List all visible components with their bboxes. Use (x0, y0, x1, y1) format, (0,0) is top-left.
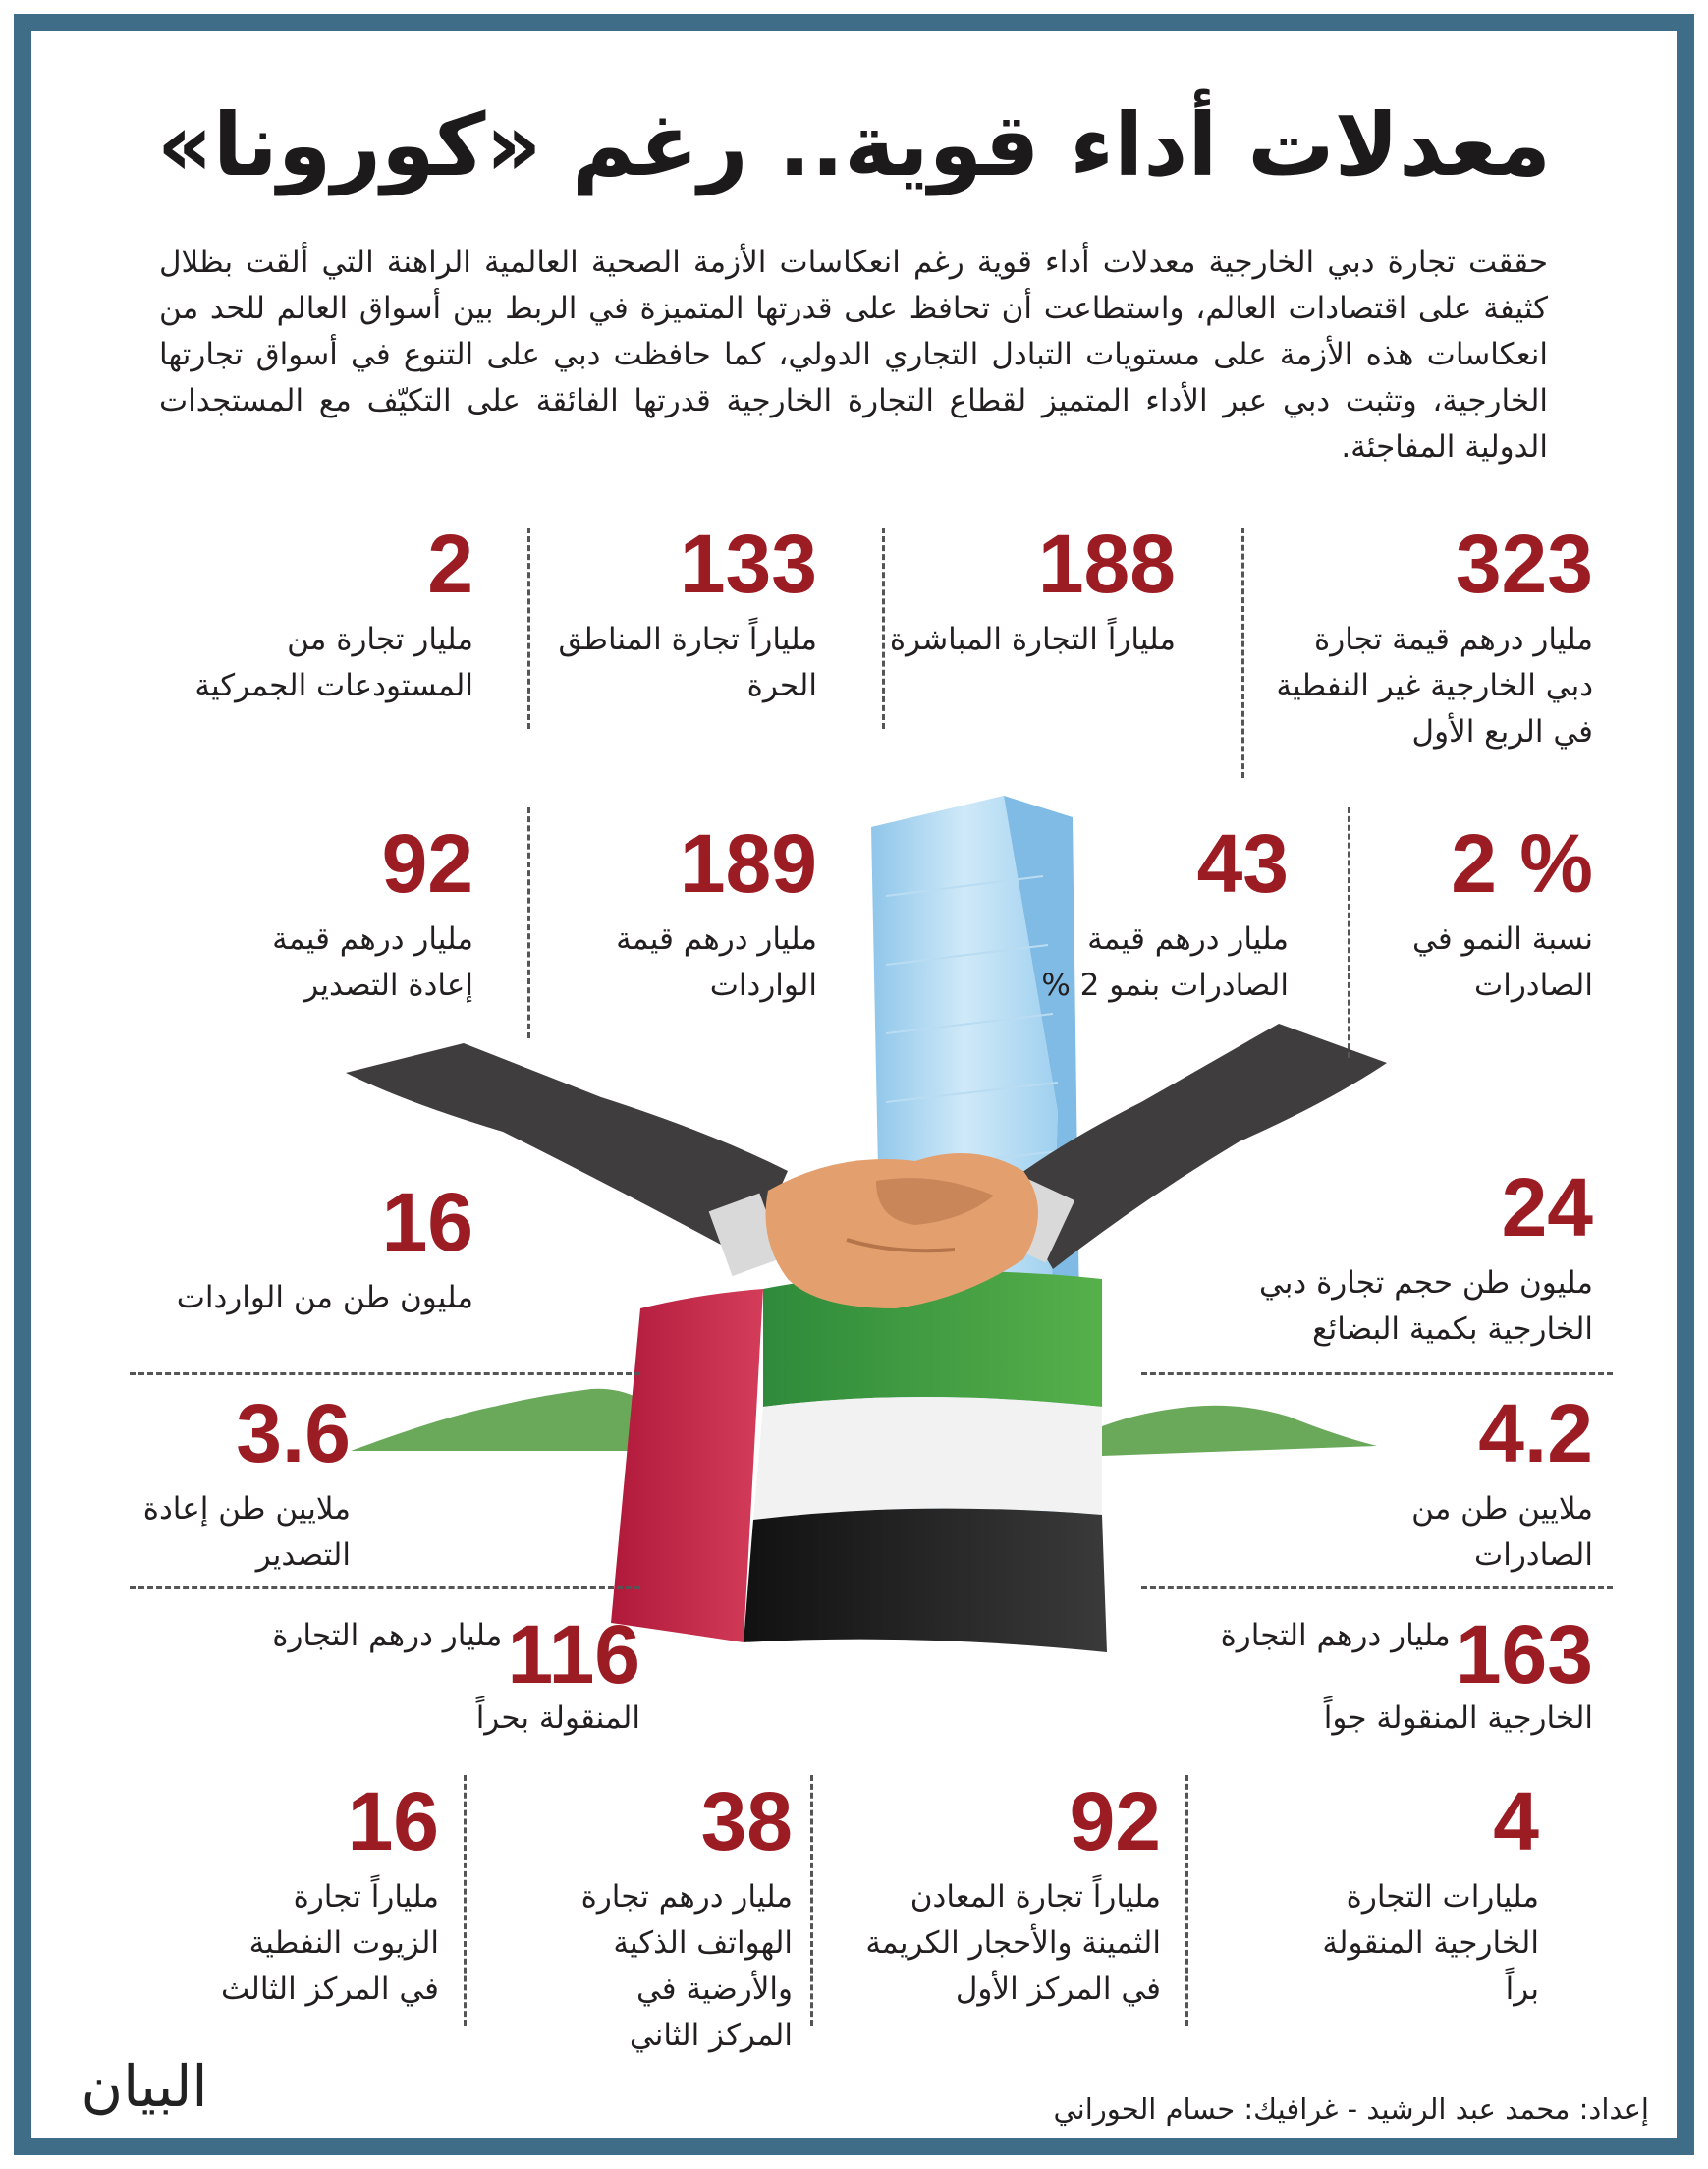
stat-phones-trade (547, 1775, 793, 2059)
stat-value: 133 (679, 518, 817, 610)
stat-customs-warehouses (179, 518, 473, 709)
divider (882, 528, 885, 729)
stat-nonoil-trade (1264, 518, 1593, 755)
stat-value: 4 (1493, 1775, 1539, 1867)
stat-value: 43 (1196, 817, 1289, 910)
divider (464, 1775, 467, 2026)
infographic-frame (14, 14, 1694, 2155)
flag-black (744, 1509, 1107, 1652)
stat-label: ملياراً تجارة المناطق الحرة (558, 622, 817, 703)
stat-label: ملايين طن من الصادرات (1411, 1491, 1593, 1573)
stat-precious-metals (837, 1775, 1161, 2013)
stat-label: نسبة النمو في الصادرات (1412, 921, 1593, 1003)
stat-air-trade (1151, 1608, 1593, 1742)
stat-exports-tons (1387, 1387, 1593, 1579)
stat-value: 188 (1037, 518, 1176, 610)
stat-trade-volume-tons (1230, 1161, 1593, 1353)
page-title: معدلات أداء قوية.. رغم «كورونا» (156, 94, 1552, 195)
albayan-logo (61, 2045, 228, 2124)
stat-value: 116 (507, 1608, 640, 1700)
stat-oil-trade (213, 1775, 439, 2013)
flag-red (611, 1289, 763, 1642)
stat-freezone-trade (552, 518, 817, 709)
stat-label: مليون طن حجم تجارة دبي الخارجية بكمية البضائع (1258, 1265, 1593, 1347)
stat-value: 189 (679, 817, 817, 910)
flag-white (753, 1397, 1102, 1520)
stat-label: مليارات التجارة الخارجية المنقولة براً (1322, 1879, 1539, 2007)
stat-value: 92 (1069, 1775, 1161, 1867)
stat-direct-trade (881, 518, 1176, 663)
stat-label: ملياراً تجارة المعادن الثمينة والأحجار الكريمة في المركز الأول (865, 1879, 1161, 2007)
infographic-body (31, 31, 1677, 2138)
intro-paragraph: حققت تجارة دبي الخارجية معدلات أداء قوية رغم انعكاسات الأزمة الصحية العالمية الراهنة التي ألقت بظلال كثيفة على اقتصادات العالم، واستطاعت أن تحافظ على قدرتها المتميزة في الربط بين أسواق العالم للحد من انعكاسات هذه الأزمة على مستويات التبادل التجاري الدولي، كما حافظت دبي على التنوع في أسواق تجارتها الخارجية، وتثبت دبي عبر الأداء المتميز لقطاع التجارة الخارجية قدرتها الفائقة على التكيّف مع المستجدات الدولية المفاجئة. (159, 245, 1548, 465)
stat-label: ملياراً تجارة الزيوت النفطية في المركز الثالث (220, 1879, 439, 2007)
stat-label: مليار درهم قيمة إعادة التصدير (272, 921, 473, 1003)
stat-reexport-value (218, 817, 473, 1009)
left-hill (351, 1389, 645, 1451)
divider (1241, 528, 1244, 778)
divider (810, 1775, 813, 2026)
logo-text: البيان (81, 2053, 208, 2120)
divider (130, 1586, 640, 1589)
stat-label: مليار درهم قيمة تجارة دبي الخارجية غير النفطية في الربع الأول (1276, 622, 1593, 750)
stat-label: مليون طن من الواردات (176, 1280, 473, 1315)
stat-imports-value (562, 817, 817, 1009)
stat-exports-value (1023, 817, 1289, 1009)
divider (527, 528, 530, 729)
stat-value: 16 (381, 1176, 473, 1268)
divider (527, 807, 530, 1038)
stat-label: مليار درهم التجارة الخارجية المنقولة جواً (1220, 1618, 1593, 1736)
stat-value: 323 (1455, 518, 1593, 610)
stat-value: 2 (427, 518, 473, 610)
stat-value: 38 (700, 1775, 793, 1867)
stat-value: 24 (1501, 1161, 1593, 1253)
divider (1348, 807, 1350, 1058)
stat-value: 163 (1455, 1608, 1593, 1700)
stat-label: ملياراً التجارة المباشرة (889, 622, 1176, 657)
stat-value: 16 (347, 1775, 439, 1867)
stat-label: مليار درهم التجارة المنقولة بحراً (272, 1618, 640, 1736)
divider (1141, 1372, 1613, 1375)
stat-label: مليار درهم قيمة الصادرات بنمو 2 % (1041, 921, 1289, 1003)
stat-land-trade (1294, 1775, 1539, 2013)
stat-reexport-tons (115, 1387, 351, 1579)
stat-sea-trade (189, 1608, 640, 1742)
divider (130, 1372, 640, 1375)
stat-label: مليار درهم تجارة الهواتف الذكية والأرضية في المركز الثاني (580, 1879, 793, 2053)
stat-imports-tons (159, 1176, 473, 1321)
stat-label: ملايين طن إعادة التصدير (142, 1491, 351, 1573)
stat-value: 92 (381, 817, 473, 910)
divider (1141, 1586, 1613, 1589)
right-hill (1102, 1406, 1377, 1456)
stat-export-growth (1367, 817, 1593, 1009)
stat-value: 2 % (1451, 817, 1593, 910)
credits: إعداد: محمد عبد الرشيد - غرافيك: حسام الحوراني (1053, 2092, 1649, 2126)
stat-label: مليار تجارة من المستودعات الجمركية (194, 622, 473, 703)
stat-label: مليار درهم قيمة الواردات (616, 921, 817, 1003)
stat-value: 3.6 (236, 1387, 351, 1479)
stat-value: 4.2 (1478, 1387, 1593, 1479)
divider (1185, 1775, 1188, 2026)
